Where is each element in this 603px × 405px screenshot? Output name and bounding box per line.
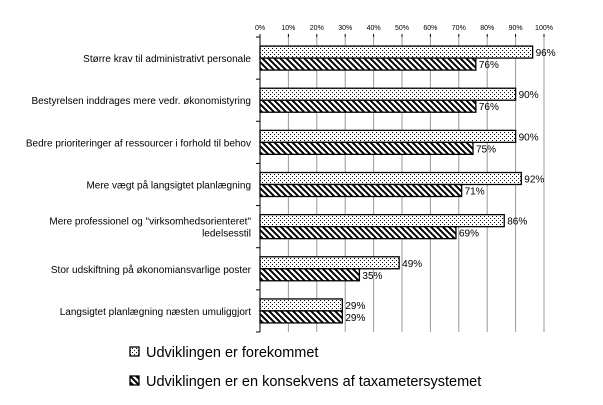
data-label: 29% <box>345 300 366 312</box>
data-label: 76% <box>478 60 499 72</box>
bar-konsekvens <box>260 185 462 197</box>
bar-forekommet <box>260 46 533 58</box>
data-label: 71% <box>464 186 485 198</box>
bar-konsekvens <box>260 142 473 154</box>
category-label: Mere professionel og "virksomhedsorienteret" <box>49 216 251 228</box>
x-axis-ticks <box>255 25 553 37</box>
legend-label: Udviklingen er forekommet <box>146 345 319 361</box>
x-tick-label: 20% <box>309 25 324 32</box>
x-tick-label: 60% <box>423 25 438 32</box>
category-label: Langsigtet planlægning næsten umuliggjort <box>59 306 251 318</box>
x-tick-label: 30% <box>338 25 353 32</box>
category-label: Mere vægt på langsigtet planlægning <box>86 180 251 192</box>
legend <box>130 345 481 390</box>
x-tick-label: 70% <box>451 25 466 32</box>
bar-konsekvens <box>260 227 456 239</box>
data-label: 35% <box>362 270 383 282</box>
category-label: Større krav til administrativt personale <box>83 54 251 66</box>
data-label: 96% <box>535 48 556 60</box>
x-tick-label: 100% <box>535 25 553 32</box>
legend-swatch-dots <box>130 347 139 356</box>
legend-swatch-hatch <box>130 376 139 385</box>
bar-forekommet <box>260 88 516 100</box>
x-tick-label: 10% <box>281 25 296 32</box>
data-label: 90% <box>518 90 539 102</box>
bar-konsekvens <box>260 269 359 281</box>
category-labels <box>26 54 252 318</box>
data-label: 90% <box>518 132 539 144</box>
x-tick-label: 40% <box>366 25 381 32</box>
data-label: 29% <box>345 312 366 324</box>
bar-konsekvens <box>260 311 342 323</box>
category-label: ledelsesstil <box>202 228 251 240</box>
category-label: Bedre prioriteringer af ressourcer i forhold til behov <box>25 138 251 150</box>
x-tick-label: 0% <box>254 25 266 32</box>
bar-konsekvens <box>260 58 476 70</box>
data-label: 75% <box>476 144 497 156</box>
category-label: Bestyrelsen inddrages mere vedr. økonomistyring <box>31 96 251 108</box>
bar-forekommet <box>260 173 521 185</box>
data-label: 92% <box>524 174 545 186</box>
category-label: Stor udskiftning på økonomiansvarlige poster <box>50 264 251 276</box>
x-tick-label: 50% <box>394 25 410 32</box>
bar-forekommet <box>260 299 342 311</box>
data-label: 76% <box>478 102 499 114</box>
x-tick-label: 90% <box>508 25 523 32</box>
bar-forekommet <box>260 215 504 227</box>
bar-forekommet <box>260 257 399 269</box>
data-label: 49% <box>402 258 423 270</box>
data-label: 86% <box>507 216 528 228</box>
bar-konsekvens <box>260 100 476 112</box>
bars <box>260 46 556 324</box>
data-label: 69% <box>458 228 479 240</box>
legend-label: Udviklingen er en konsekvens af taxametersystemet <box>146 374 482 390</box>
x-tick-label: 80% <box>480 25 495 32</box>
bar-forekommet <box>260 130 516 142</box>
